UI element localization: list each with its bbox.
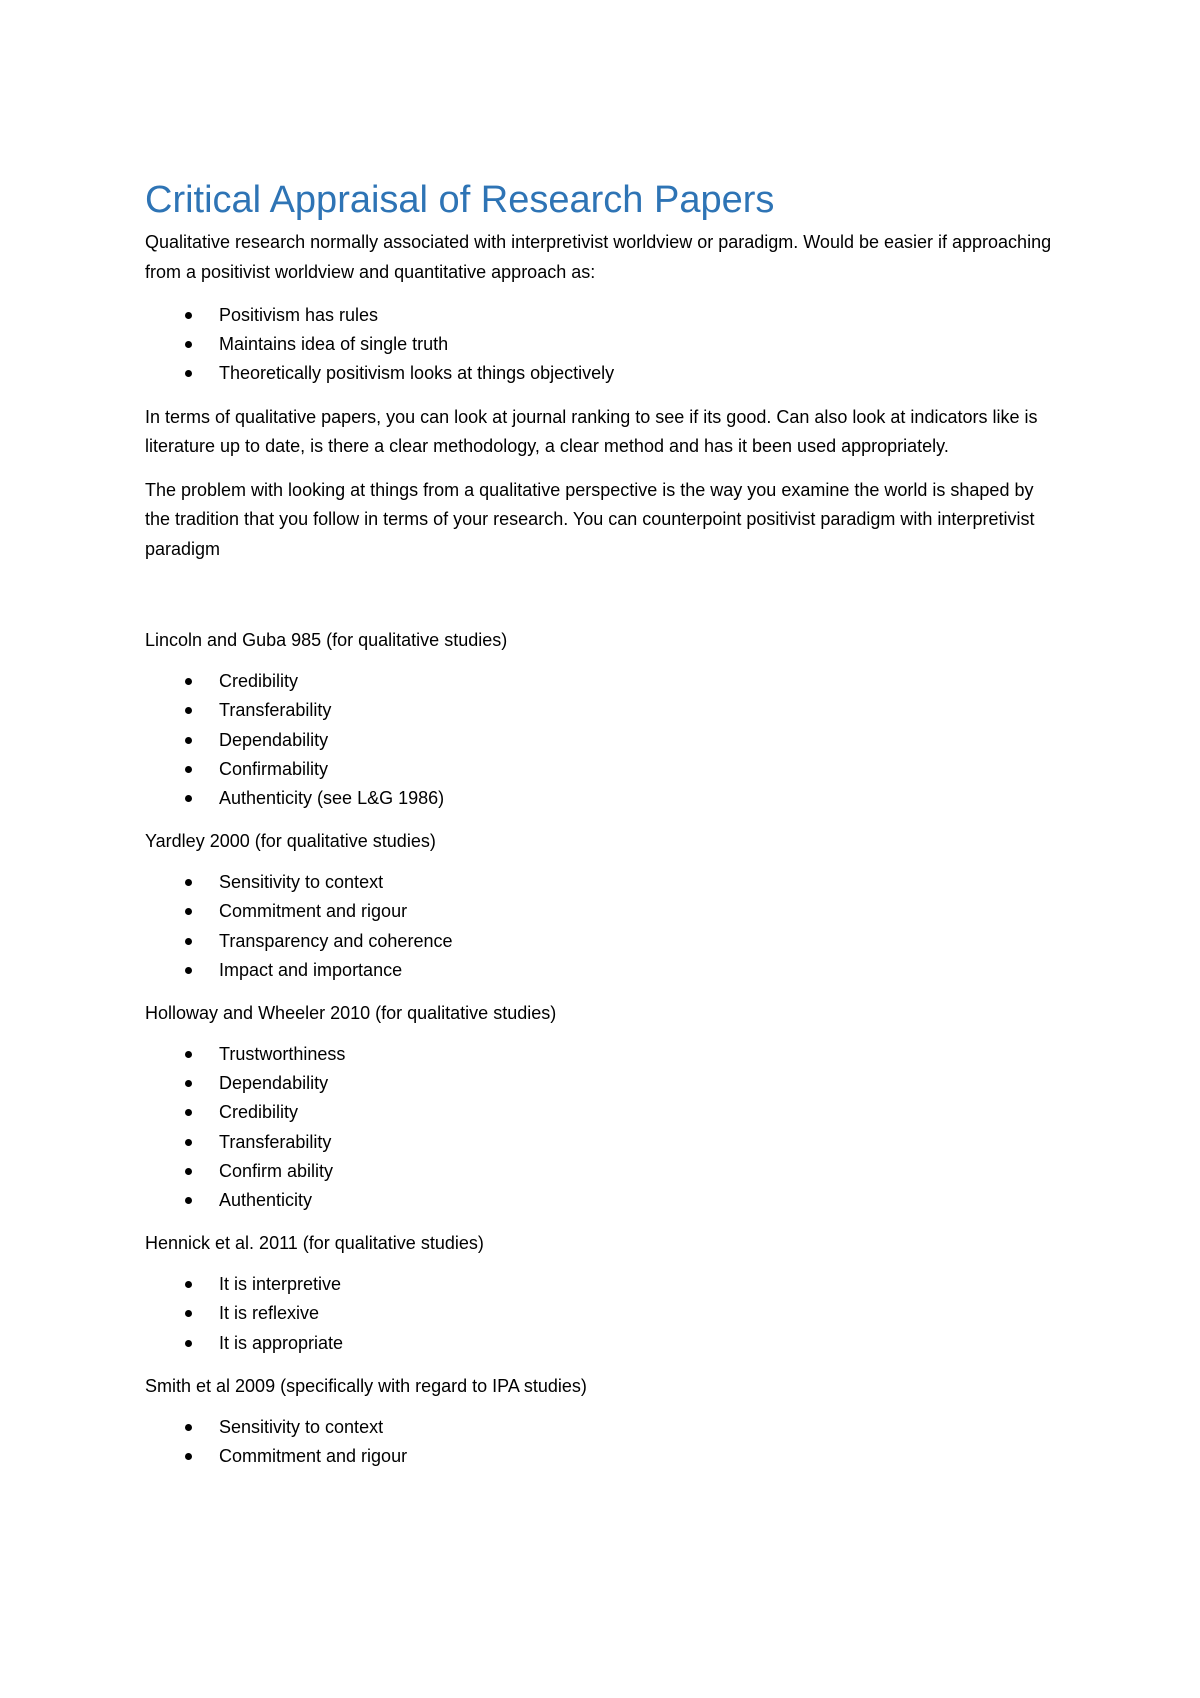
list-item (145, 726, 1060, 755)
bullet-icon (185, 707, 192, 714)
section-list-holloway-wheeler (145, 1040, 1060, 1215)
bullet-icon (185, 766, 192, 773)
section-list-yardley (145, 868, 1060, 985)
section-list-smith (145, 1413, 1060, 1471)
section-list-hennick (145, 1270, 1060, 1358)
list-item (145, 1069, 1060, 1098)
bullet-icon (185, 1424, 192, 1431)
list-item-text: Trustworthiness (219, 1043, 346, 1064)
list-item-text: Credibility (219, 1102, 299, 1123)
section-heading-holloway-wheeler: Holloway and Wheeler 2010 (for qualitative studies) (145, 1002, 557, 1023)
list-item (145, 301, 1060, 330)
paragraph-qualitative-perspective: The problem with looking at things from a qualitative perspective is the way you examine the world is shaped by the tradition that you follow in terms of your research. You can counterpoint positivist paradigm with interpretivist paradigm (145, 479, 1035, 559)
bullet-icon (185, 908, 192, 915)
list-item (145, 667, 1060, 696)
bullet-icon (185, 1197, 192, 1204)
list-item-text: Credibility (219, 671, 299, 692)
bullet-icon (185, 678, 192, 685)
bullet-icon (185, 1139, 192, 1146)
list-item (145, 1040, 1060, 1069)
list-item (145, 956, 1060, 985)
intro-bullet-list (145, 301, 1060, 389)
list-item-text: Commitment and rigour (219, 1445, 408, 1466)
list-item-text: Dependability (219, 729, 329, 750)
bullet-icon (185, 312, 192, 319)
list-item-text: Sensitivity to context (219, 872, 384, 893)
list-item (145, 897, 1060, 926)
list-item-text: Authenticity (219, 1189, 313, 1210)
list-item-text: Positivism has rules (219, 305, 379, 325)
bullet-icon (185, 1168, 192, 1175)
list-item (145, 868, 1060, 897)
blank-space (145, 578, 1060, 626)
bullet-icon (185, 370, 192, 377)
bullet-icon (185, 341, 192, 348)
list-item-text: Transferability (219, 700, 332, 721)
list-item (145, 1098, 1060, 1127)
list-item-text: Dependability (219, 1073, 329, 1094)
list-item (145, 330, 1060, 359)
bullet-icon (185, 1051, 192, 1058)
list-item (145, 696, 1060, 725)
list-item (145, 1128, 1060, 1157)
list-item-text: Impact and importance (219, 959, 403, 980)
bullet-icon (185, 967, 192, 974)
bullet-icon (185, 879, 192, 886)
bullet-icon (185, 1281, 192, 1288)
bullet-icon (185, 1109, 192, 1116)
section-heading-hennick: Hennick et al. 2011 (for qualitative studies) (145, 1233, 484, 1254)
list-item (145, 1186, 1060, 1215)
list-item-text: It is reflexive (219, 1303, 320, 1324)
list-item (145, 784, 1060, 813)
section-heading-lincoln-guba: Lincoln and Guba 985 (for qualitative studies) (145, 630, 508, 651)
bullet-icon (185, 795, 192, 802)
section-list-lincoln-guba (145, 667, 1060, 813)
list-item (145, 1329, 1060, 1358)
bullet-icon (185, 1340, 192, 1347)
bullet-icon (185, 737, 192, 744)
list-item-text: Maintains idea of single truth (219, 334, 449, 355)
document-title: Critical Appraisal of Research Papers (145, 179, 775, 221)
list-item (145, 755, 1060, 784)
list-item-text: Sensitivity to context (219, 1416, 384, 1437)
section-heading-smith: Smith et al 2009 (specifically with regard to IPA studies) (145, 1375, 587, 1396)
list-item (145, 1413, 1060, 1442)
list-item-text: Transferability (219, 1131, 332, 1152)
list-item (145, 1299, 1060, 1328)
section-heading-yardley: Yardley 2000 (for qualitative studies) (145, 831, 436, 852)
list-item (145, 1157, 1060, 1186)
list-item-text: It is appropriate (219, 1332, 344, 1353)
list-item (145, 927, 1060, 956)
list-item-text: Authenticity (see L&G 1986) (219, 787, 445, 808)
list-item-text: Commitment and rigour (219, 901, 408, 922)
paragraph-journal-ranking: In terms of qualitative papers, you can look at journal ranking to see if its good. Can also look at indicators like is literature up to date, is there a clear methodology, a clear method and has it been used appropriately. (145, 406, 1038, 457)
list-item-text: It is interpretive (219, 1274, 342, 1295)
list-item-text: Theoretically positivism looks at things objectively (219, 363, 615, 384)
intro-paragraph: Qualitative research normally associated with interpretivist worldview or paradigm. Would be easier if approaching from a positivist worldview and quantitative approach as: (145, 232, 1052, 282)
list-item-text: Confirmability (219, 758, 329, 779)
bullet-icon (185, 1453, 192, 1460)
bullet-icon (185, 1080, 192, 1087)
bullet-icon (185, 1310, 192, 1317)
list-item-text: Transparency and coherence (219, 930, 453, 951)
bullet-icon (185, 938, 192, 945)
list-item-text: Confirm ability (219, 1160, 334, 1181)
list-item (145, 1442, 1060, 1471)
list-item (145, 359, 1060, 388)
list-item (145, 1270, 1060, 1299)
